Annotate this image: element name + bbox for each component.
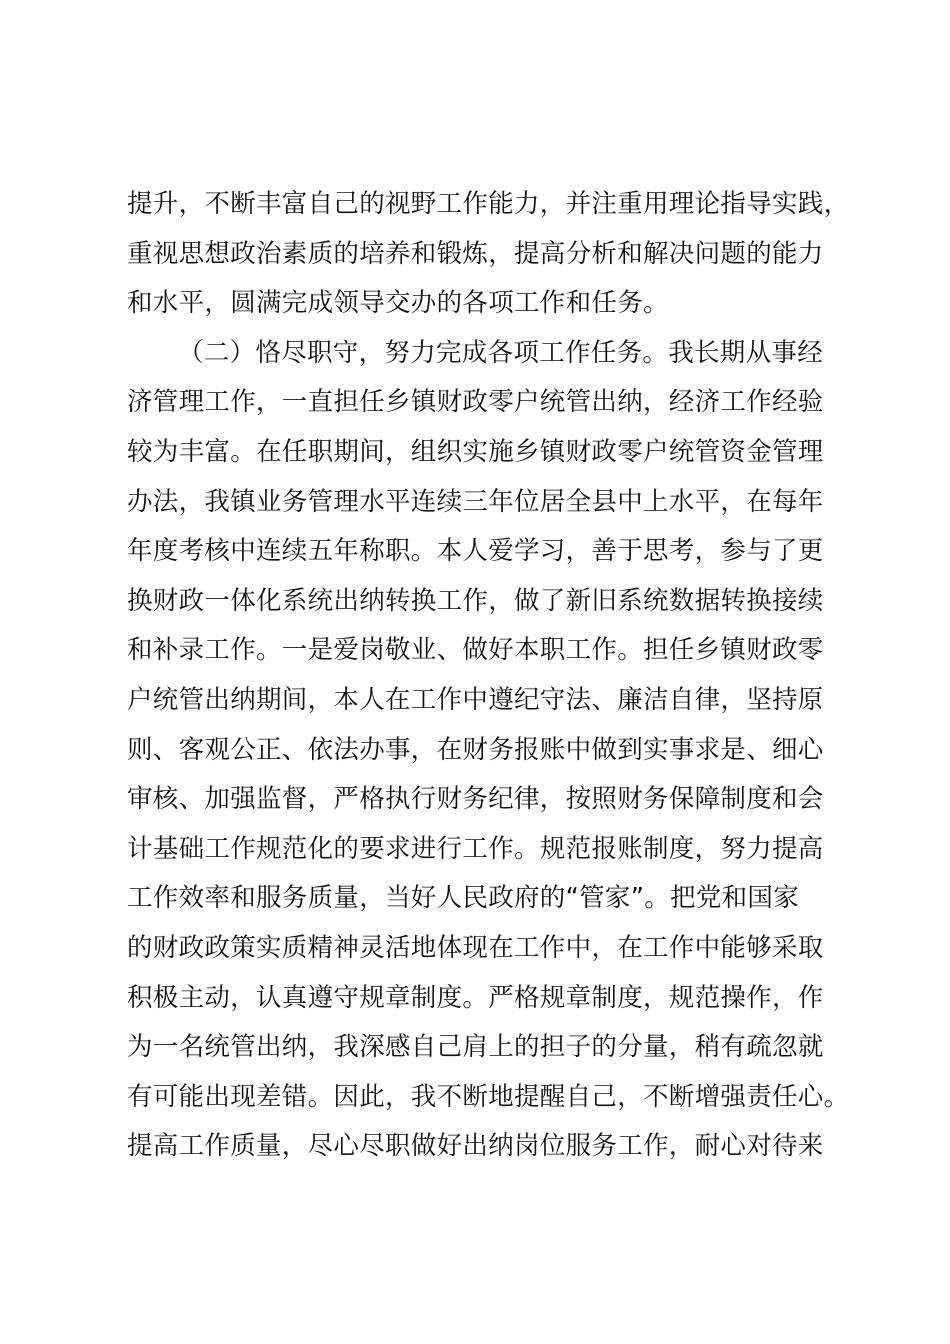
text-line: 为一名统管出纳，我深感自己肩上的担子的分量，稍有疏忽就 [127,1032,824,1063]
text-line: 和补录工作。一是爱岗敬业、做好本职工作。担任乡镇财政零 [127,635,824,666]
text-line: 工作效率和服务质量，当好人民政府的“管家”。把党和国家 [127,883,800,914]
text-line: 提高工作质量，尽心尽职做好出纳岗位服务工作，耐心对待来 [127,1131,824,1162]
body-text [127,180,850,1172]
text-line: 较为丰富。在任职期间，组织实施乡镇财政零户统管资金管理 [127,436,824,467]
text-line: 积极主动，认真遵守规章制度。严格规章制度，规范操作，作 [127,982,824,1013]
text-line: 提升，不断丰富自己的视野工作能力，并注重用理论指导实践， [127,189,850,219]
text-line: 则、客观公正、依法办事，在财务报账中做到实事求是、细心 [127,734,824,765]
text-line: 户统管出纳期间，本人在工作中遵纪守法、廉洁自律，坚持原 [127,684,824,715]
text-line: 的财政政策实质精神灵活地体现在工作中，在工作中能够采取 [127,932,824,963]
section-heading-line: （二）恪尽职守，努力完成各项工作任务。我长期从事经 [178,337,824,368]
text-line: 换财政一体化系统出纳转换工作，做了新旧系统数据转换接续 [127,585,824,616]
text-line: 重视思想政治素质的培养和锻炼，提高分析和解决问题的能力 [127,238,824,269]
text-line: 济管理工作，一直担任乡镇财政零户统管出纳，经济工作经验 [127,387,824,418]
text-line: 计基础工作规范化的要求进行工作。规范报账制度，努力提高 [127,833,824,864]
text-line: 和水平，圆满完成领导交办的各项工作和任务。 [127,288,669,319]
text-line: 年度考核中连续五年称职。本人爱学习，善于思考，参与了更 [127,536,824,567]
text-line: 有可能出现差错。因此，我不断地提醒自己，不断增强责任心。 [127,1081,850,1112]
text-line: 办法，我镇业务管理水平连续三年位居全县中上水平，在每年 [127,486,824,517]
text-line: 审核、加强监督，严格执行财务纪律，按照财务保障制度和会 [127,784,824,815]
